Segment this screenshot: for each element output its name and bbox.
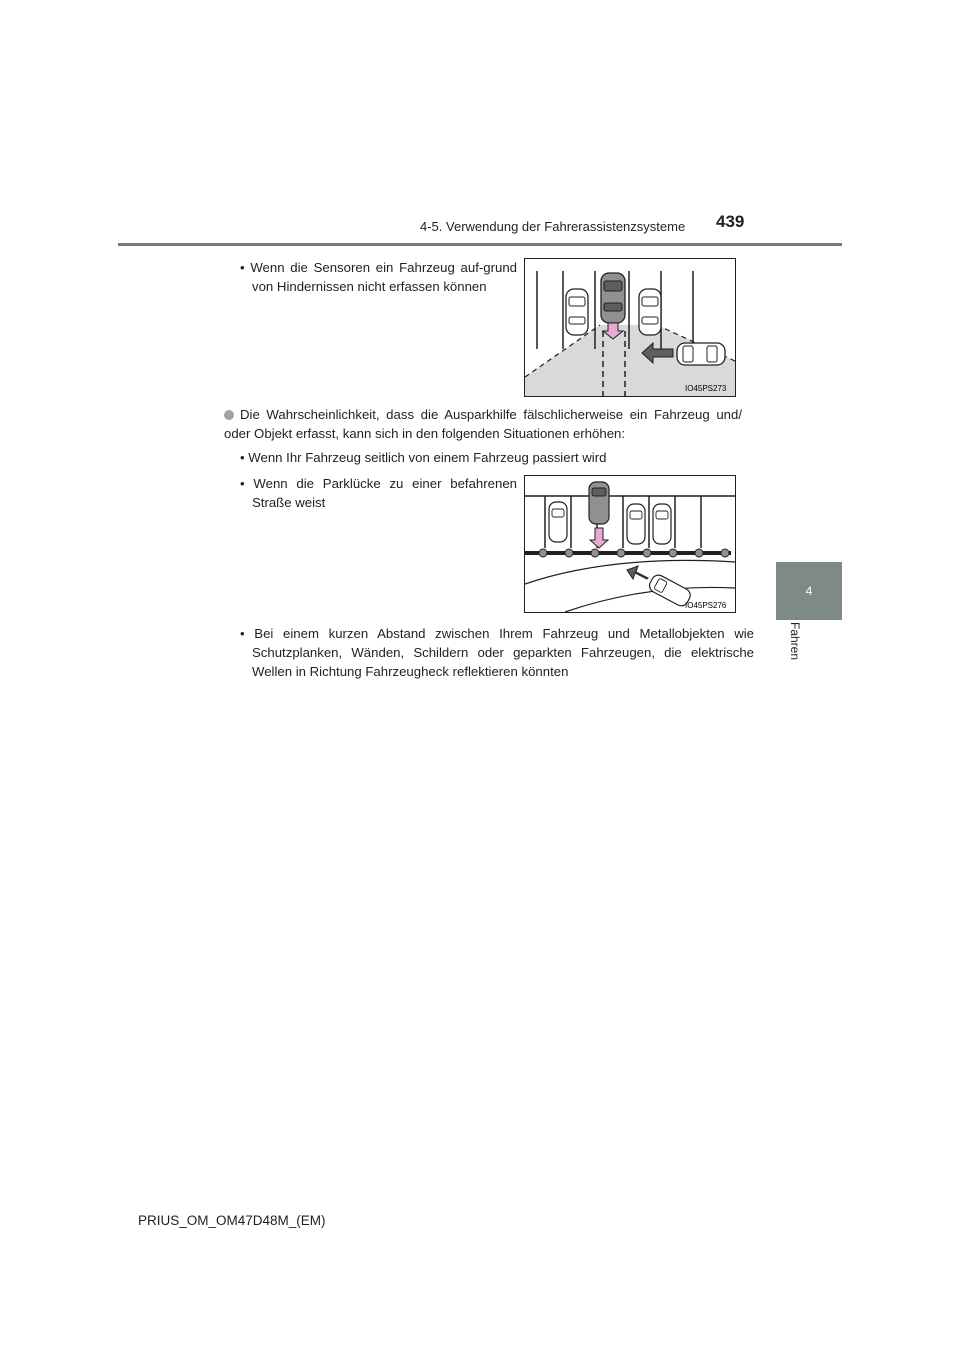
chapter-label-text: Fahren (788, 622, 802, 661)
parked-car-2 (627, 504, 645, 544)
reverse-arrow-icon (590, 528, 608, 548)
chapter-tab: 4 (776, 562, 842, 620)
page-number: 439 (716, 212, 745, 231)
approaching-car (677, 343, 725, 365)
parked-car-1 (549, 502, 567, 542)
figure-1-illustration (525, 259, 735, 396)
figure-busy-street (524, 475, 736, 613)
figure-2-illustration (525, 476, 735, 612)
chapter-label (784, 622, 808, 682)
bullet-busy-street: • Wenn die Parklücke zu einer befahrenen Straße weist (240, 476, 517, 510)
figure-code: IO45PS273 (685, 384, 727, 393)
bullet-metal-objects: • Bei einem kurzen Abstand zwischen Ihrem Fahrzeug und Metallobjekten wie Schutzplanken, Wänden, Schildern oder geparkten Fahrzeugen, die elektrische Wellen in Richtung Fahrzeugheck reflektieren könnten (240, 626, 754, 679)
main-bullet-text: Die Wahrscheinlichkeit, dass die Ausparkhilfe fälschlicherweise ein Fahrzeug und/ oder Objekt erfasst, kann sich in den folgenden Situationen erhöhen: (224, 407, 742, 441)
approach-arrow-icon (627, 566, 648, 579)
bullet-sensors-obstructed: • Wenn die Sensoren ein Fahrzeug auf-grund von Hindernissen nicht erfassen können (240, 260, 517, 294)
parked-car-left (566, 289, 588, 335)
parked-car-right (639, 289, 661, 335)
document-code: PRIUS_OM_OM47D48M_(EM) (138, 1213, 326, 1228)
bullet-dot-icon (224, 410, 234, 420)
parked-car-3 (653, 504, 671, 544)
main-bullet (224, 405, 742, 443)
header-divider (118, 243, 842, 246)
section-title: 4-5. Verwendung der Fahrerassistenzsysteme (420, 219, 686, 234)
figure-obstructed-sensors (524, 258, 736, 397)
figure-code: IO45PS276 (685, 601, 727, 610)
own-vehicle (601, 273, 625, 323)
own-vehicle (589, 482, 609, 524)
bullet-passing-vehicle: • Wenn Ihr Fahrzeug seitlich von einem Fahrzeug passiert wird (240, 450, 607, 465)
